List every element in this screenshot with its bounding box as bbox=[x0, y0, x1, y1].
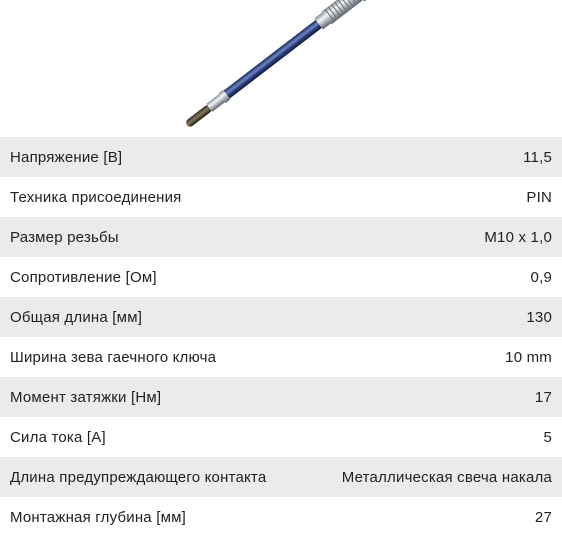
product-image bbox=[0, 0, 562, 137]
table-row bbox=[0, 217, 562, 257]
table-row bbox=[0, 257, 562, 297]
spec-name: Монтажная глубина [мм] bbox=[0, 497, 308, 537]
spec-name: Сила тока [А] bbox=[0, 417, 308, 457]
spec-name: Ширина зева гаечного ключа bbox=[0, 337, 308, 377]
spec-name: Общая длина [мм] bbox=[0, 297, 308, 337]
spec-value: Металлическая свеча накала bbox=[308, 457, 562, 497]
spec-table bbox=[0, 137, 562, 537]
spec-value: 0,9 bbox=[308, 257, 562, 297]
spec-value: 27 bbox=[308, 497, 562, 537]
spec-value: 130 bbox=[308, 297, 562, 337]
table-row bbox=[0, 297, 562, 337]
spec-name: Момент затяжки [Нм] bbox=[0, 377, 308, 417]
spec-value: 5 bbox=[308, 417, 562, 457]
spec-name: Размер резьбы bbox=[0, 217, 308, 257]
spec-name: Длина предупреждающего контакта bbox=[0, 457, 308, 497]
spec-value: PIN bbox=[308, 177, 562, 217]
table-row bbox=[0, 497, 562, 537]
spec-name: Техника присоединения bbox=[0, 177, 308, 217]
spec-value: 10 mm bbox=[308, 337, 562, 377]
spec-value: M10 x 1,0 bbox=[308, 217, 562, 257]
table-row bbox=[0, 457, 562, 497]
table-row bbox=[0, 177, 562, 217]
table-row bbox=[0, 337, 562, 377]
spec-name: Напряжение [В] bbox=[0, 137, 308, 177]
spec-value: 11,5 bbox=[308, 137, 562, 177]
glow-plug-icon bbox=[0, 0, 562, 137]
table-row bbox=[0, 137, 562, 177]
table-row bbox=[0, 377, 562, 417]
spec-name: Сопротивление [Ом] bbox=[0, 257, 308, 297]
spec-value: 17 bbox=[308, 377, 562, 417]
table-row bbox=[0, 417, 562, 457]
